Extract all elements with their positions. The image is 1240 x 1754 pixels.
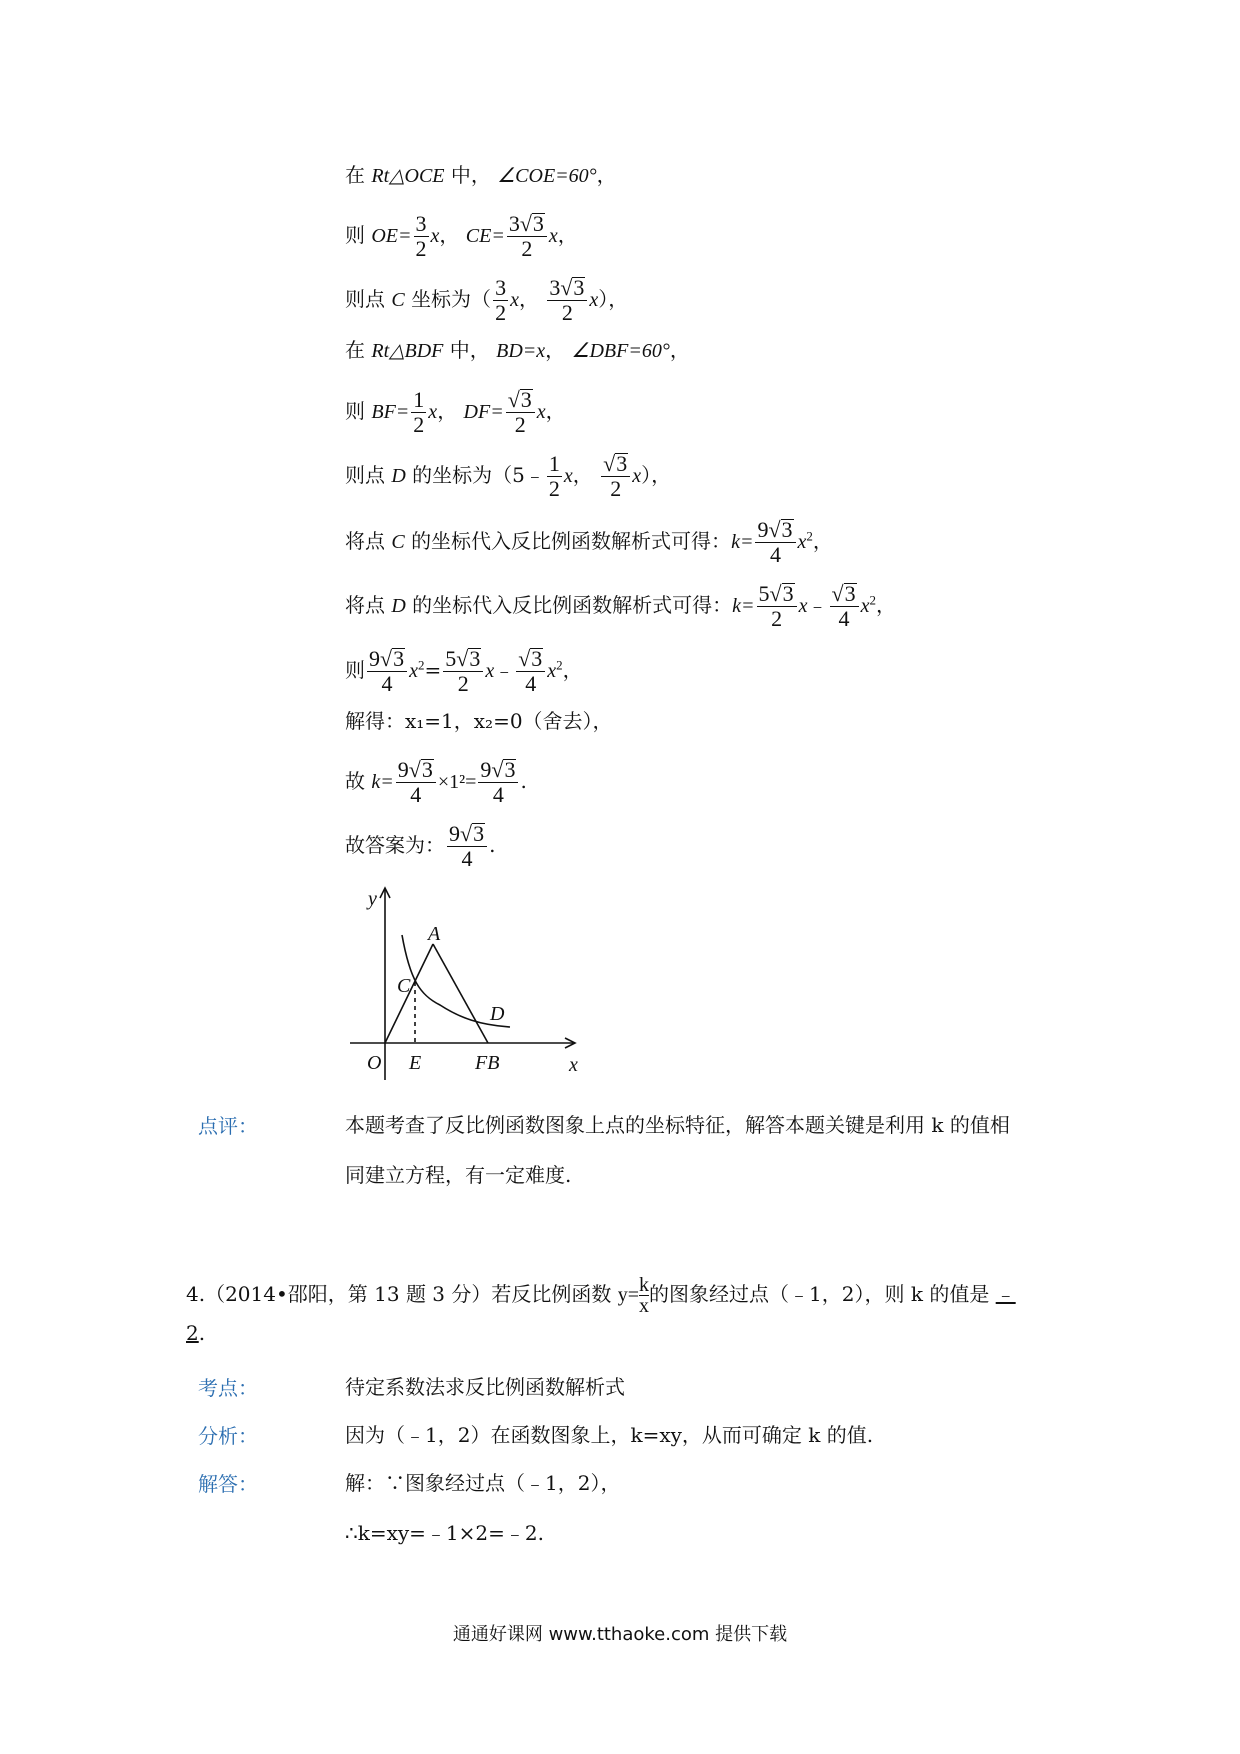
fraction-denominator: x bbox=[639, 1295, 650, 1317]
y-label: y bbox=[368, 888, 377, 910]
fraction: $\frac{9√3}{4}$ bbox=[755, 518, 795, 567]
solution-line-8: 将点 D 的坐标代入反比例函数解析式可得：k= $\frac{5√3}{2}$ x﹣ $\frac{√3}{4}$ $x^2$， bbox=[345, 581, 896, 631]
page-footer: 通通好课网 www.tthaoke.com 提供下载 bbox=[452, 1624, 788, 1645]
triangle-bdf: Rt△BDF bbox=[371, 340, 444, 362]
question-text: 的图象经过点（﹣1，2），则 k 的值是 bbox=[649, 1282, 990, 1306]
solution-line-1 bbox=[345, 160, 617, 191]
fraction: $\frac{3}{2}$ bbox=[495, 275, 507, 325]
text: ， bbox=[596, 163, 617, 187]
x-label: x bbox=[569, 1054, 578, 1076]
fraction: $\frac{9√3}{4}$ bbox=[367, 647, 407, 696]
point-c-label: C bbox=[397, 975, 411, 997]
origin-label: O bbox=[367, 1052, 382, 1074]
bd-eq: BD=x bbox=[496, 340, 546, 362]
k-eq: k= bbox=[371, 771, 394, 793]
text: ， bbox=[875, 593, 896, 617]
kaodian-text: 待定系数法求反比例函数解析式 bbox=[345, 1375, 625, 1399]
k-eq: k= bbox=[732, 595, 755, 617]
fraction: $\frac{3}{2}$ bbox=[415, 211, 427, 261]
text: 在 bbox=[345, 338, 365, 362]
bf-label: BF= bbox=[371, 401, 410, 423]
question-text: 4.（2014•邵阳，第 13 题 3 分）若反比例函数 bbox=[186, 1282, 612, 1306]
jieda-line-1: 解：∵图象经过点（﹣1，2）， bbox=[345, 1471, 621, 1495]
jieda-line-2: ∴k=xy=﹣1×2=﹣2. bbox=[345, 1521, 544, 1545]
fraction-numerator: k bbox=[639, 1274, 650, 1296]
fraction: $\frac{√3}{4}$ bbox=[830, 582, 859, 631]
point-fb-label: FB bbox=[475, 1052, 500, 1074]
text: 将点 bbox=[345, 593, 385, 617]
question-4-line-1 bbox=[186, 1275, 1016, 1316]
fraction: $\frac{9√3}{4}$ bbox=[478, 758, 518, 807]
text: 则点 bbox=[345, 463, 385, 487]
text: 将点 bbox=[345, 529, 385, 553]
text: ）， bbox=[641, 463, 672, 487]
fraction: $\frac{1}{2}$ bbox=[548, 451, 560, 501]
segment-ab bbox=[433, 944, 488, 1043]
fraction: $\frac{5√3}{2}$ bbox=[757, 582, 797, 631]
text: 坐标为（ bbox=[411, 287, 492, 311]
text: . bbox=[489, 833, 496, 857]
solution-line-5: 则 BF= $\frac{1}{2}$ x， DF= $\frac{√3}{2}$ x， bbox=[345, 387, 566, 437]
k-eq: k= bbox=[731, 531, 754, 553]
answer: ﹣ bbox=[995, 1282, 1016, 1306]
solution-line-6: 则点 D 的坐标为（5﹣ $\frac{1}{2}$ x， $\frac{√3}{2}$ x）， bbox=[345, 451, 672, 501]
text: 故答案为： bbox=[345, 833, 445, 857]
text: ， bbox=[562, 658, 583, 682]
point-c: C bbox=[391, 289, 405, 311]
fenxi-text: 因为（﹣1，2）在函数图象上，k=xy，从而可确定 k 的值. bbox=[345, 1423, 874, 1447]
solution-line-12 bbox=[345, 822, 495, 871]
text: 在 bbox=[345, 163, 365, 187]
geometry-figure bbox=[340, 880, 600, 1080]
oe-label: OE= bbox=[371, 225, 412, 247]
fraction: $\frac{5√3}{2}$ bbox=[443, 647, 483, 696]
text: 中， bbox=[449, 338, 490, 362]
triangle-oce: Rt△OCE bbox=[371, 165, 445, 187]
text: ﹣ bbox=[807, 593, 828, 617]
function-fraction bbox=[639, 1275, 649, 1316]
text: ， bbox=[669, 338, 690, 362]
review-line-1: 本题考查了反比例函数图象上点的坐标特征，解答本题关键是利用 k 的值相 bbox=[345, 1113, 1010, 1137]
fenxi-label: 分析： bbox=[198, 1424, 258, 1448]
text: . bbox=[520, 769, 527, 793]
point-d: D bbox=[391, 595, 406, 617]
angle-dbf: ∠DBF=60° bbox=[571, 340, 670, 362]
fraction: $\frac{√3}{2}$ bbox=[506, 388, 535, 437]
point-d-label: D bbox=[490, 1003, 505, 1025]
solution-line-7: 将点 C 的坐标代入反比例函数解析式可得：k= $\frac{9√3}{4}$ $x^2$， bbox=[345, 517, 833, 567]
text: 的坐标代入反比例函数解析式可得： bbox=[411, 529, 732, 553]
review-line-2: 同建立方程，有一定难度. bbox=[345, 1163, 572, 1187]
fraction: $\frac{√3}{4}$ bbox=[516, 647, 545, 696]
text: ， bbox=[812, 529, 833, 553]
text: 的坐标为（5﹣ bbox=[412, 463, 545, 487]
text: 的坐标代入反比例函数解析式可得： bbox=[412, 593, 733, 617]
text: ， bbox=[545, 338, 566, 362]
text: ）， bbox=[598, 287, 629, 311]
solution-line-10: 解得：x₁=1，x₂=0（舍去）， bbox=[345, 709, 613, 733]
text: ， bbox=[545, 399, 566, 423]
text: 则 bbox=[345, 658, 365, 682]
text: ﹣ bbox=[494, 658, 515, 682]
ce-label: CE= bbox=[465, 225, 505, 247]
solution-line-3: 则点 C 坐标为（ $\frac{3}{2}$ x， $\frac{3√3}{2}$ x）， bbox=[345, 275, 629, 325]
text: ， bbox=[518, 287, 539, 311]
text: . bbox=[198, 1321, 206, 1345]
solution-line-2: 则 OE= $\frac{3}{2}$ x， CE= $\frac{3√3}{2}$ x， bbox=[345, 211, 578, 261]
answer: 2 bbox=[186, 1321, 199, 1345]
point-d: D bbox=[391, 465, 406, 487]
text: = bbox=[424, 658, 442, 682]
fraction: $\frac{9√3}{4}$ bbox=[396, 758, 436, 807]
solution-line-9: 则 $\frac{9√3}{4}$ $x^2=$ $\frac{5√3}{2}$ x﹣ $\frac{√3}{4}$ $x^2$， bbox=[345, 646, 583, 696]
review-label: 点评： bbox=[198, 1114, 258, 1138]
point-c: C bbox=[391, 531, 405, 553]
text: ， bbox=[557, 223, 578, 247]
text: 则点 bbox=[345, 287, 385, 311]
solution-line-11 bbox=[345, 758, 527, 807]
text: 中， bbox=[450, 163, 491, 187]
jieda-label: 解答： bbox=[198, 1472, 258, 1496]
fraction: $\frac{9√3}{4}$ bbox=[447, 822, 487, 871]
angle-coe: ∠COE=60° bbox=[497, 165, 597, 187]
fraction: $\frac{1}{2}$ bbox=[413, 387, 425, 437]
df-label: DF= bbox=[463, 401, 504, 423]
text: ， bbox=[439, 223, 460, 247]
point-a-label: A bbox=[428, 923, 441, 945]
text: 故 bbox=[345, 769, 365, 793]
text: ， bbox=[437, 399, 458, 423]
fraction: $\frac{√3}{2}$ bbox=[601, 452, 630, 501]
question-4-line-2 bbox=[186, 1318, 205, 1348]
text: 则 bbox=[345, 399, 365, 423]
kaodian-label: 考点： bbox=[198, 1376, 258, 1400]
fraction: $\frac{3√3}{2}$ bbox=[547, 276, 587, 325]
text: ， bbox=[572, 463, 593, 487]
text: ×1²= bbox=[437, 771, 477, 793]
point-e-label: E bbox=[409, 1052, 422, 1074]
solution-line-4 bbox=[345, 335, 690, 366]
function-y: y= bbox=[617, 1284, 640, 1306]
text: 则 bbox=[345, 223, 365, 247]
fraction: $\frac{3√3}{2}$ bbox=[507, 212, 547, 261]
